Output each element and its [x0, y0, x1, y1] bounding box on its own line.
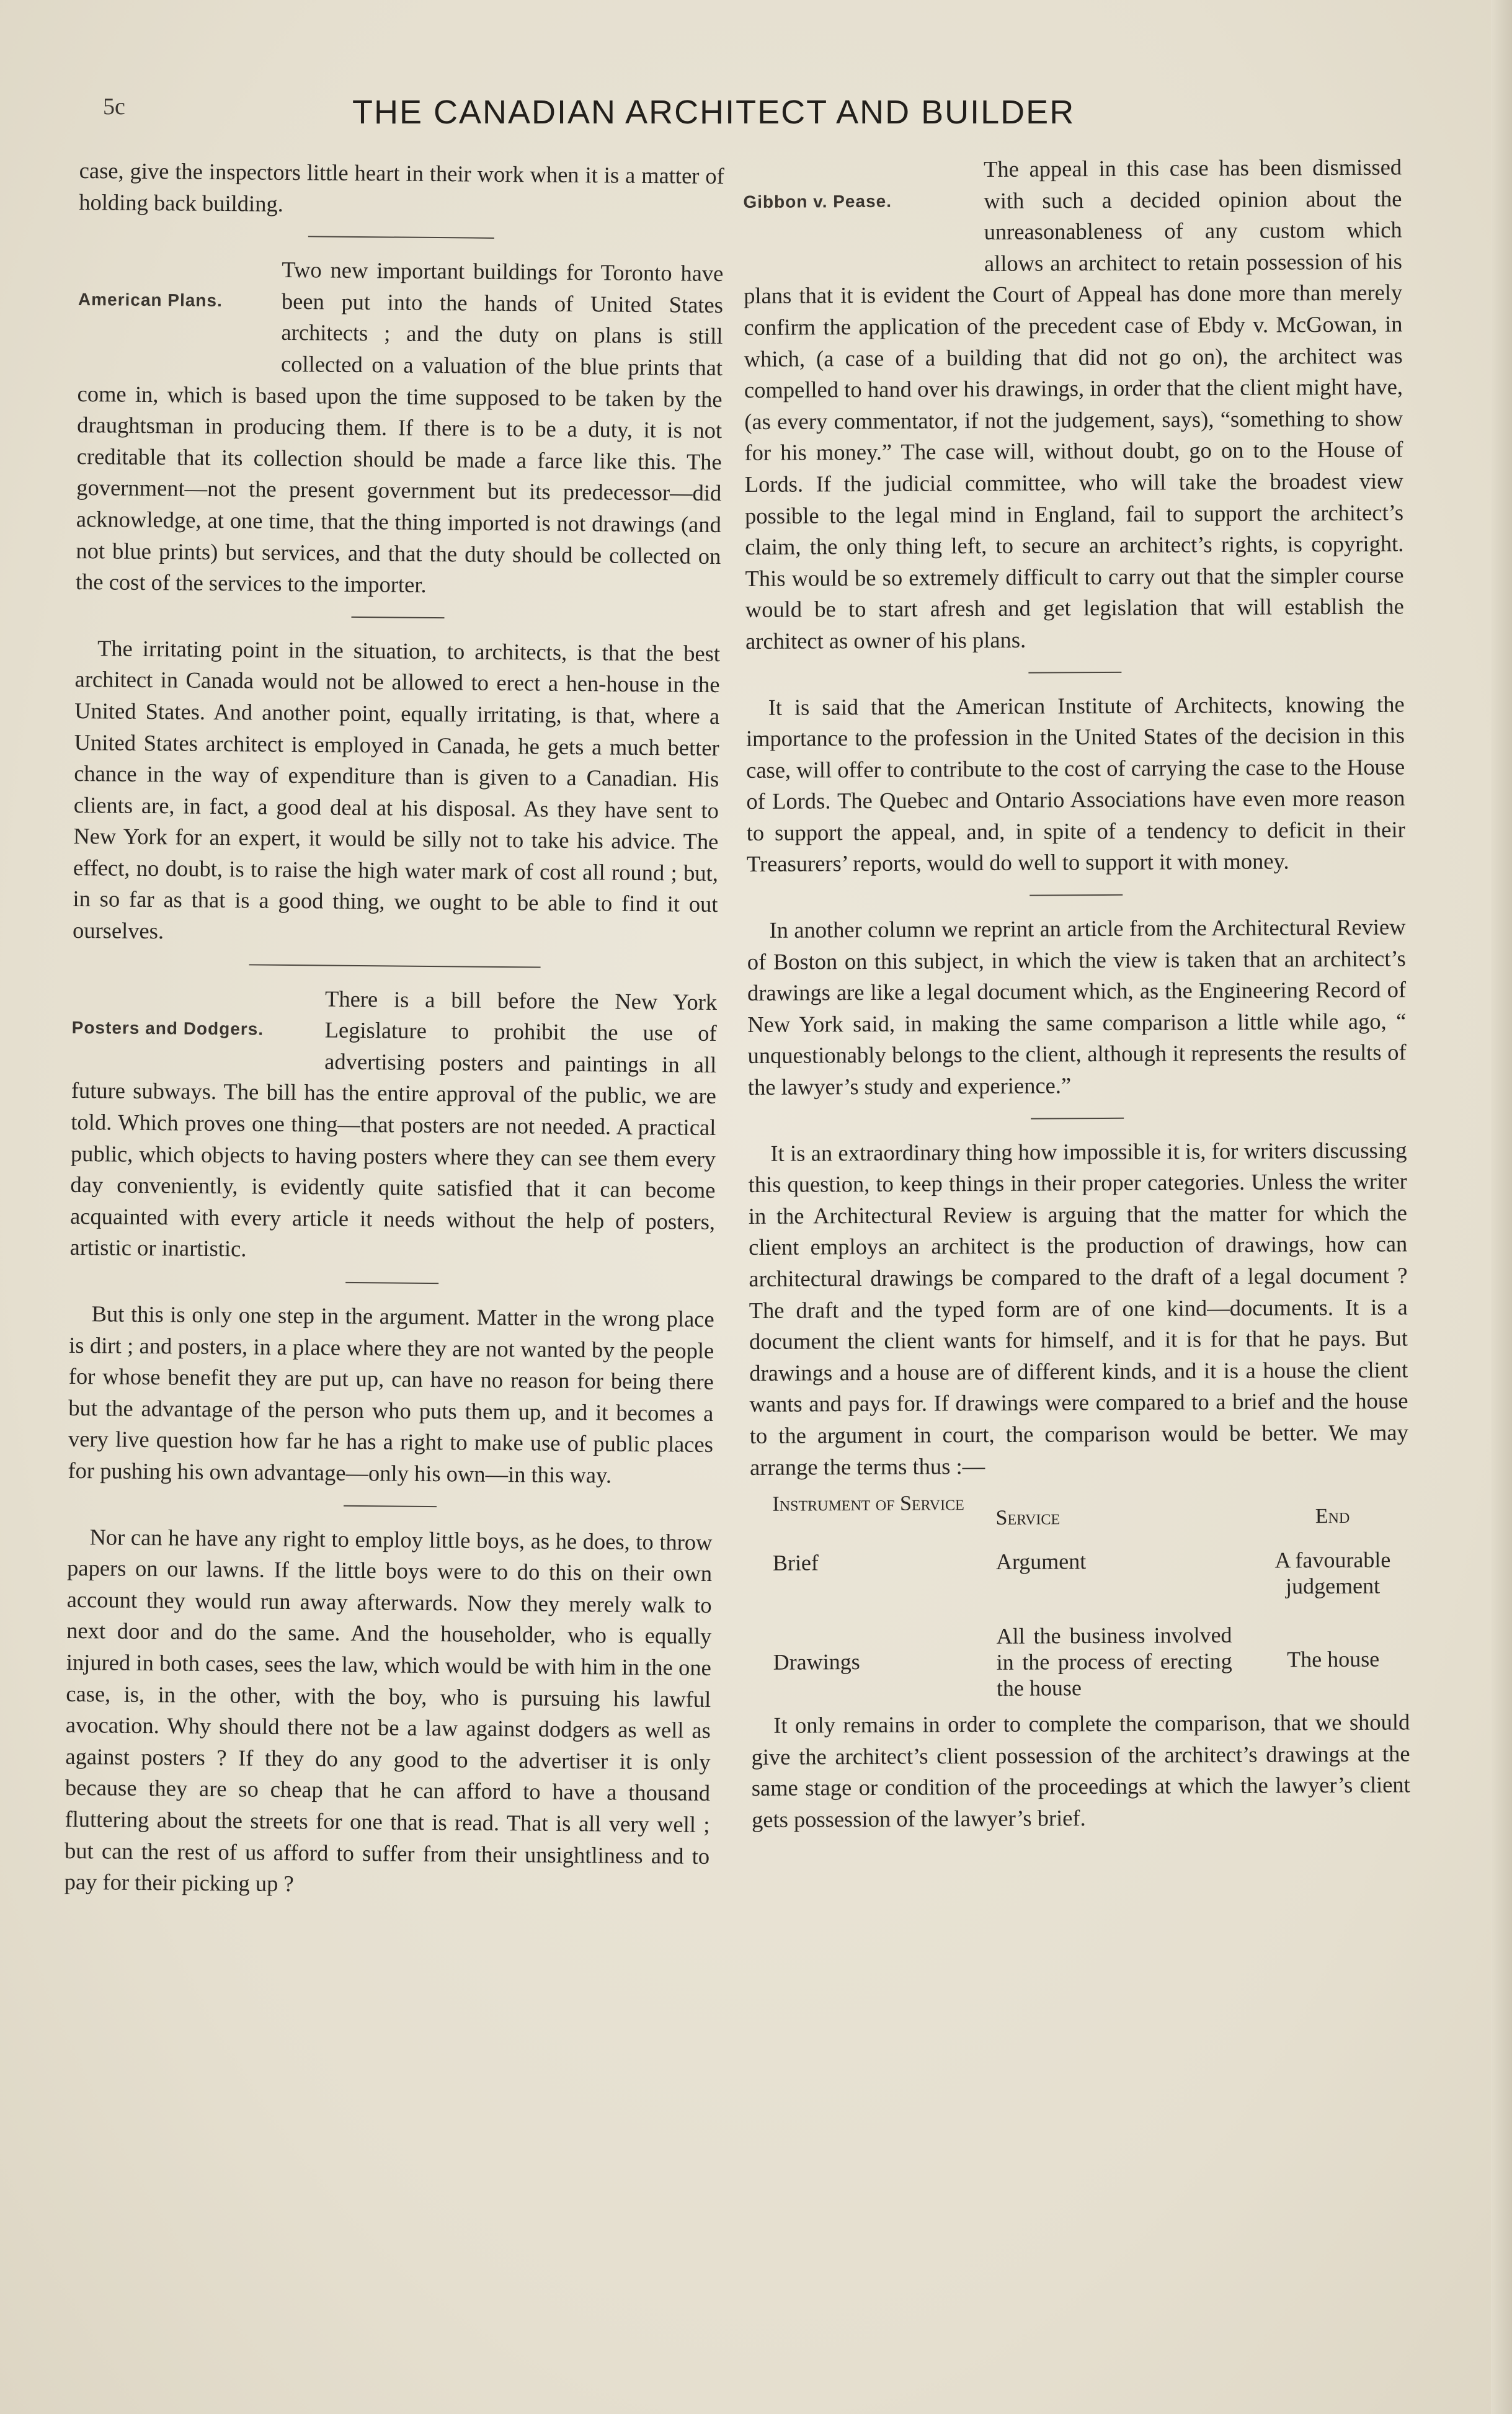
- sidehead-american-plans: American Plans.: [78, 289, 223, 310]
- section-divider: [344, 1505, 437, 1507]
- table-header-instrument: Instrument of Service: [772, 1492, 964, 1516]
- right-paragraph-another-column: In another column we reprint an article from the Architectural Review of Boston on this subject, in which the view is taken that an architect’s drawings are like a legal document which, as the Engineering Record of New York said, in making the same comparison a little while ago, “ unquestionably belongs to the client, although it represents the results of the lawyer’s study and experience.”: [747, 914, 1407, 1100]
- left-paragraph-dodgers: Nor can he have any right to employ little boys, as he does, to throw papers on our lawns. If the little boys were to do this on their own account they would run away afterwards. Now they merely walk to next door and do the same. And the householder, who is equally injured in both cases, sees the law, which would be with him in the one case, is, in the other, with the boy, who is pursuing his lawful avocation. Why should there not be a law against dodgers as well as against posters ? If they do any good to the advertiser it is only because they are so cheap that he can afford to have a thousand fluttering about the streets for one that is read. That is all very well ; but can the rest of us afford to suffer from their unsightliness and to pay for their picking up ?: [64, 1523, 713, 1897]
- section-divider: [308, 236, 494, 239]
- table-cell: Brief: [772, 1550, 819, 1575]
- right-column: [743, 151, 1410, 1835]
- section-divider: [345, 1282, 438, 1284]
- left-column: [64, 155, 724, 1904]
- table-cell: [996, 1618, 1257, 1705]
- table-header-end: End: [1315, 1505, 1350, 1528]
- page-number: 5c: [103, 94, 125, 120]
- left-paragraph-irritating-point: The irritating point in the situation, to architects, is that the best architect in Canada would not be allowed to erect a hen-house in the United States. And another point, equally irritating, is that, where a United States architect is employed in Canada, he gets a much better chance in the way of expenditure than is given to a Canadian. His clients are, in fact, a good deal at his disposal. As they have sent to New York for an expert, it would be silly not to take his advice. The effect, no doubt, is to raise the high water mark of cost all round ; but, in so far as that is a good thing, we ought to be able to find it out ourselves.: [72, 635, 721, 944]
- left-paragraph-american-plans: Two new important buildings for Toronto have been put into the hands of United States architects ; and the duty on plans is still collected on a valuation of the blue prints that come in, which is based upon the time supposed to be taken by the draughtsman in producing them. If there is to be a duty, it is not creditable that its collection should be made a farce like this. The government—not the present government but its predecessor—did acknowledge, at one time, that the thing imported is not drawings (and not blue prints) but services, and that the duty should be collected on the cost of the services to the importer.: [75, 257, 724, 598]
- section-divider: [249, 964, 541, 968]
- left-paragraph-argument: But this is only one step in the argument. Matter in the wrong place is dirt ; and posters, in a place where they are not wanted by the people for whose benefit they are put up, can have no reason for being there but the advantage of the person who puts them up, and it becomes a very live question how far he has a right to make use of public places for pushing his own advantage—only his own—in this way.: [68, 1301, 714, 1488]
- left-paragraph-posters: There is a bill before the New York Legislature to prohibit the use of advertising posters and paintings in all future subways. The bill has the entire approval of the public, we are told. Which proves one thing—that posters are not needed. A practical public, which objects to having posters where they can see them every day conveniently, is evidently quite satisfied that it can become acquainted with every article it needs without the help of posters, artistic or inartistic.: [69, 986, 718, 1262]
- table-cell-text: All the business involved in the process of erecting the house: [996, 1623, 1232, 1701]
- section-divider: [352, 617, 445, 618]
- table-row: [750, 1543, 1410, 1621]
- right-paragraph-conclusion: It only remains in order to complete the comparison, that we should give the architect’s client possession of the architect’s drawings at the same stage or condition of the proceedings at which the lawyer’s client gets possession of the lawyer’s brief.: [751, 1709, 1410, 1832]
- section-divider: [1029, 894, 1123, 896]
- right-paragraph-extraordinary: It is an extraordinary thing how impossible it is, for writers discussing this question, to keep things in their proper categories. Unless the writer in the Architectural Review is arguing that the matter for which the client employs an architect is the production of drawings, how can architectural drawings be compared to the draft of a legal document ? The draft and the typed form are of one kind—documents. It is a document the client wants for himself, and it is for that he pays. But drawings and a house are of different kinds, and it is a house the client wants and pays for. If drawings were compared to a brief and the house to the argument in court, the comparison would be better. We may arrange the terms thus :—: [748, 1137, 1408, 1480]
- table-cell: The house: [1287, 1646, 1380, 1672]
- table-header-row: [750, 1485, 1408, 1547]
- right-paragraph-american-institute: It is said that the American Institute of Architects, knowing the importance to the profession in the United States of the decision in this case, will offer to contribute to the cost of carrying the case to the House of Lords. The Quebec and Ontario Associations have even more reason to support the appeal, and, in spite of a tendency to deficit in their Treasurers’ reports, would do well to support it with money.: [745, 690, 1405, 877]
- sidehead-gibbon-v-pease: Gibbon v. Pease.: [743, 191, 892, 212]
- comparison-table: [750, 1485, 1410, 1707]
- table-row: [750, 1618, 1410, 1707]
- sidehead-posters-and-dodgers: Posters and Dodgers.: [71, 1018, 264, 1039]
- left-paragraph-1: case, give the inspectors little heart in their work when it is a matter of holding back building.: [79, 157, 724, 216]
- running-head-title: THE CANADIAN ARCHITECT AND BUILDER: [352, 94, 1075, 131]
- page-spine-shadow: [1491, 0, 1512, 2414]
- table-header-service: Service: [995, 1506, 1061, 1530]
- section-divider: [1028, 671, 1121, 673]
- table-cell: Drawings: [773, 1649, 860, 1675]
- table-cell: A favourable judgement: [1274, 1547, 1391, 1599]
- table-cell: Argument: [995, 1549, 1087, 1575]
- right-paragraph-gibbon: The appeal in this case has been dismissed with such a decided opinion about the unreasonableness of any custom which allows an architect to retain possession of his plans that it is evident the Court of Appeal has done more than merely confirm the application of the precedent case of Ebdy v. McGowan, in which, (a case of a building that did not go on), the architect was compelled to hand over his drawings, in order that the client might have, (as every commentator, if not the judgement, says), “something to show for his money.” The case will, without doubt, go on to the House of Lords. If the judicial committee, who will take the broadest view possible to the legal mind in England, fail to support the architect’s claim, the only thing left, to secure an architect’s rights, is copyright. This would be so extremely difficult to carry out that the simpler course would be to start afresh and get legislation that will establish the architect as owner of his plans.: [744, 154, 1404, 654]
- section-divider: [1031, 1117, 1124, 1119]
